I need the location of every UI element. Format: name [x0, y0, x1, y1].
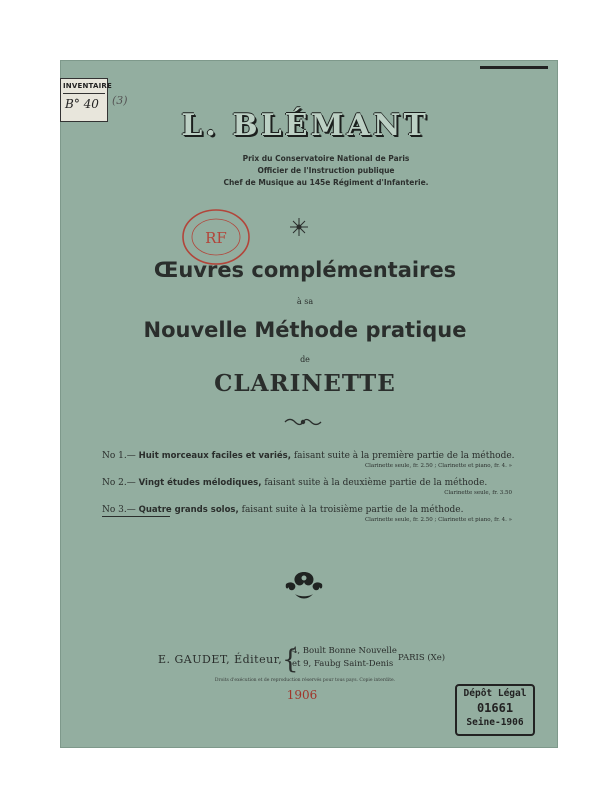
publisher-address-1: 4, Boult Bonne Nouvelle — [292, 646, 397, 656]
work-number: No 3.— — [102, 505, 136, 515]
work-item — [102, 478, 522, 505]
work-title: Quatre grands solos, — [138, 505, 239, 515]
work-item — [102, 505, 522, 532]
depot-legal-place: Seine-1906 — [466, 717, 524, 728]
work-title: Vingt études mélodiques, — [138, 478, 262, 488]
fleuron-ornament-icon — [283, 568, 325, 602]
title-oeuvres: Œuvres complémentaires — [153, 258, 457, 282]
inventaire-divider — [63, 93, 105, 94]
work-price: Clarinette seule, fr. 2.50 ; Clarinette et piano, fr. 4. » — [364, 517, 512, 523]
depot-legal-stamp — [455, 684, 535, 736]
work-price: Clarinette seule, fr. 2.50 ; Clarinette et piano, fr. 4. » — [364, 463, 512, 469]
work-description: faisant suite à la troisième partie de la méthode. — [241, 505, 464, 515]
works-list — [102, 451, 522, 532]
work-title: Huit morceaux faciles et variés, — [138, 451, 291, 461]
rights-notice: Droits d'exécution et de reproduction réservés pour tous pays. Copie interdite. — [214, 678, 396, 683]
work-description: faisant suite à la première partie de la méthode. — [293, 451, 515, 461]
handwritten-note: (3) — [112, 94, 128, 107]
work-description: faisant suite à la deuxième partie de la méthode. — [264, 478, 488, 488]
publisher-name: E. GAUDET, Éditeur, — [158, 653, 283, 666]
divider-ornament-icon — [284, 416, 322, 428]
inventaire-label: INVENTAIRE — [63, 82, 112, 90]
publisher-city: PARIS (Xe) — [398, 653, 446, 663]
publisher-block — [158, 643, 458, 677]
depot-legal-number: 01661 — [476, 701, 514, 715]
depot-legal-label: Dépôt Légal — [463, 688, 527, 699]
author-title-line: Prix du Conservatoire National de Paris — [242, 154, 410, 163]
publisher-address-2: et 9, Faubg Saint-Denis — [292, 659, 394, 669]
author-title-line: Chef de Musique au 145e Régiment d'Infanterie. — [223, 178, 429, 187]
star-ornament-icon — [290, 218, 308, 236]
author-titles — [206, 153, 446, 189]
title-a-sa: à sa — [296, 297, 314, 306]
inventaire-value: B° 40 — [65, 97, 99, 111]
brace-glyph: { — [282, 645, 299, 675]
library-stamp-initials: RF — [205, 229, 227, 247]
author-name: L. BLÉMANT — [181, 108, 429, 143]
title-de: de — [300, 355, 310, 364]
work-number: No 1.— — [102, 451, 136, 461]
title-clarinette: CLARINETTE — [214, 370, 396, 397]
inventaire-stamp — [60, 78, 112, 122]
work-underline — [102, 516, 170, 517]
top-edge-mark — [480, 66, 548, 69]
work-item — [102, 451, 522, 478]
work-price: Clarinette seule, fr. 3.50 — [444, 490, 512, 496]
work-number: No 2.— — [102, 478, 136, 488]
publication-year: 1906 — [286, 688, 318, 702]
author-title-line: Officier de l'Instruction publique — [257, 166, 395, 175]
title-nouvelle-methode: Nouvelle Méthode pratique — [143, 318, 467, 342]
